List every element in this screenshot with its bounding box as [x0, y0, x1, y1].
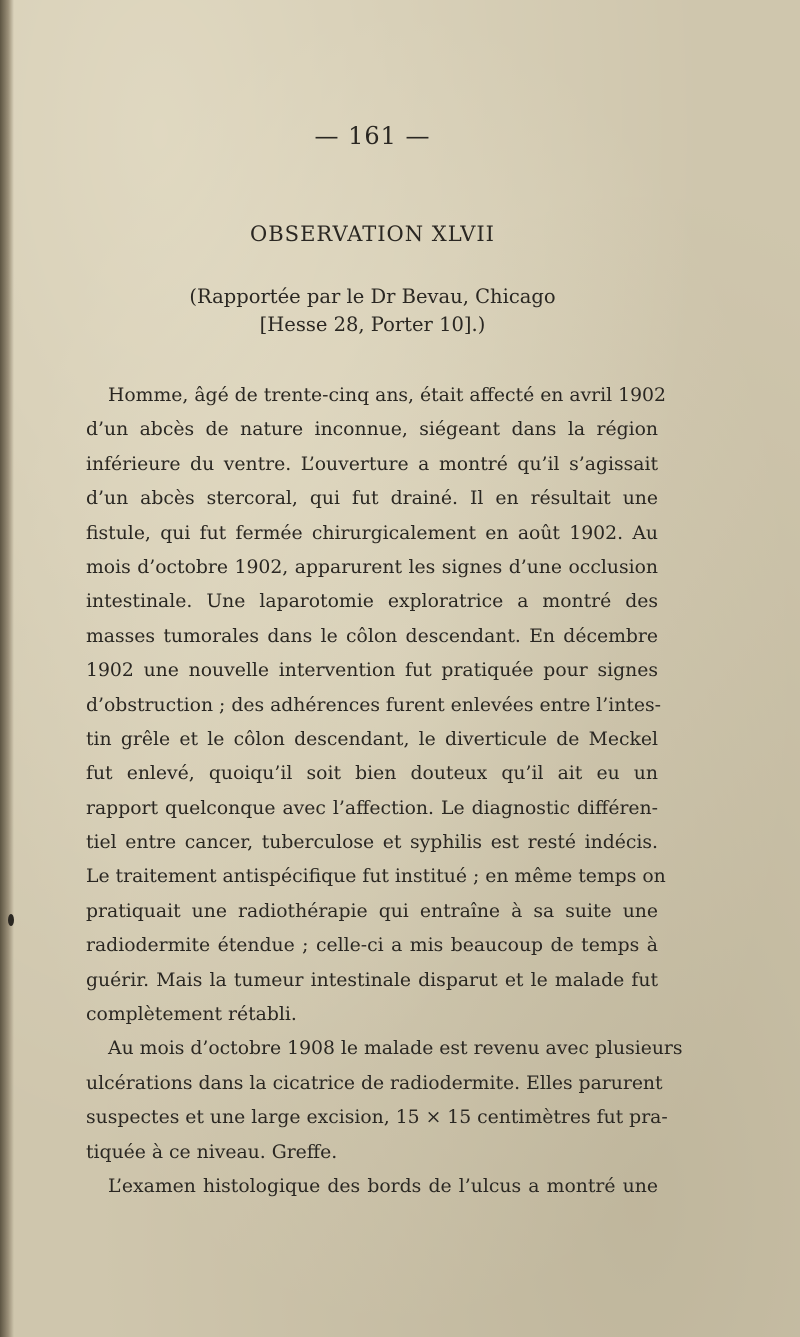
source-line-1: (Rapportée par le Dr Bevau, Chicago	[189, 285, 556, 308]
text-line: intestinale. Une laparotomie exploratrice a montré des	[86, 591, 658, 613]
page-spine-shadow	[0, 0, 14, 1337]
text-line: radiodermite étendue ; celle-ci a mis beaucoup de temps à	[86, 935, 658, 957]
text-line: rapport quelconque avec l’affection. Le diagnostic différen-	[86, 797, 658, 819]
observation-title: OBSERVATION XLVII	[250, 222, 495, 246]
text-line: d’un abcès stercoral, qui fut drainé. Il en résultait une	[86, 488, 658, 510]
text-line: fistule, qui fut fermée chirurgicalement en août 1902. Au	[86, 522, 658, 544]
text-line: inférieure du ventre. L’ouverture a montré qu’il s’agissait	[86, 453, 658, 475]
text-line: tiel entre cancer, tuberculose et syphilis est resté indécis.	[86, 832, 658, 854]
text-line: mois d’octobre 1902, apparurent les signes d’une occlusion	[86, 556, 658, 578]
text-line: guérir. Mais la tumeur intestinale disparut et le malade fut	[86, 969, 658, 991]
text-line: Au mois d’octobre 1908 le malade est revenu avec plusieurs	[108, 1038, 683, 1060]
text-line: d’un abcès de nature inconnue, siégeant dans la région	[86, 419, 658, 441]
body-text	[86, 379, 683, 1204]
text-line: masses tumorales dans le côlon descendant. En décembre	[86, 625, 658, 647]
text-line: ulcérations dans la cicatrice de radiodermite. Elles parurent	[86, 1072, 663, 1094]
text-line: L’examen histologique des bords de l’ulcus a montré une	[108, 1175, 658, 1197]
observation-source	[0, 283, 745, 339]
text-line: complètement rétabli.	[86, 1004, 297, 1026]
text-line: suspectes et une large excision, 15 × 15 centimètres fut pra-	[86, 1107, 668, 1129]
text-line: Homme, âgé de trente-cinq ans, était affecté en avril 1902	[108, 385, 666, 406]
text-line: pratiquait une radiothérapie qui entraîne à sa suite une	[86, 900, 658, 922]
text-line: fut enlevé, quoiqu’il soit bien douteux qu’il ait eu un	[86, 763, 658, 785]
text-line: tin grêle et le côlon descendant, le diverticule de Meckel	[86, 728, 658, 750]
ink-spot	[8, 914, 14, 926]
text-line: d’obstruction ; des adhérences furent enlevées entre l’intes-	[86, 694, 662, 716]
page-number: — 161 —	[314, 122, 431, 150]
text-line: Le traitement antispécifique fut institué ; en même temps on	[86, 866, 666, 888]
text-line: 1902 une nouvelle intervention fut pratiquée pour signes	[86, 660, 658, 682]
source-line-2: [Hesse 28, Porter 10].)	[259, 313, 486, 336]
text-line: tiquée à ce niveau. Greffe.	[86, 1141, 338, 1163]
